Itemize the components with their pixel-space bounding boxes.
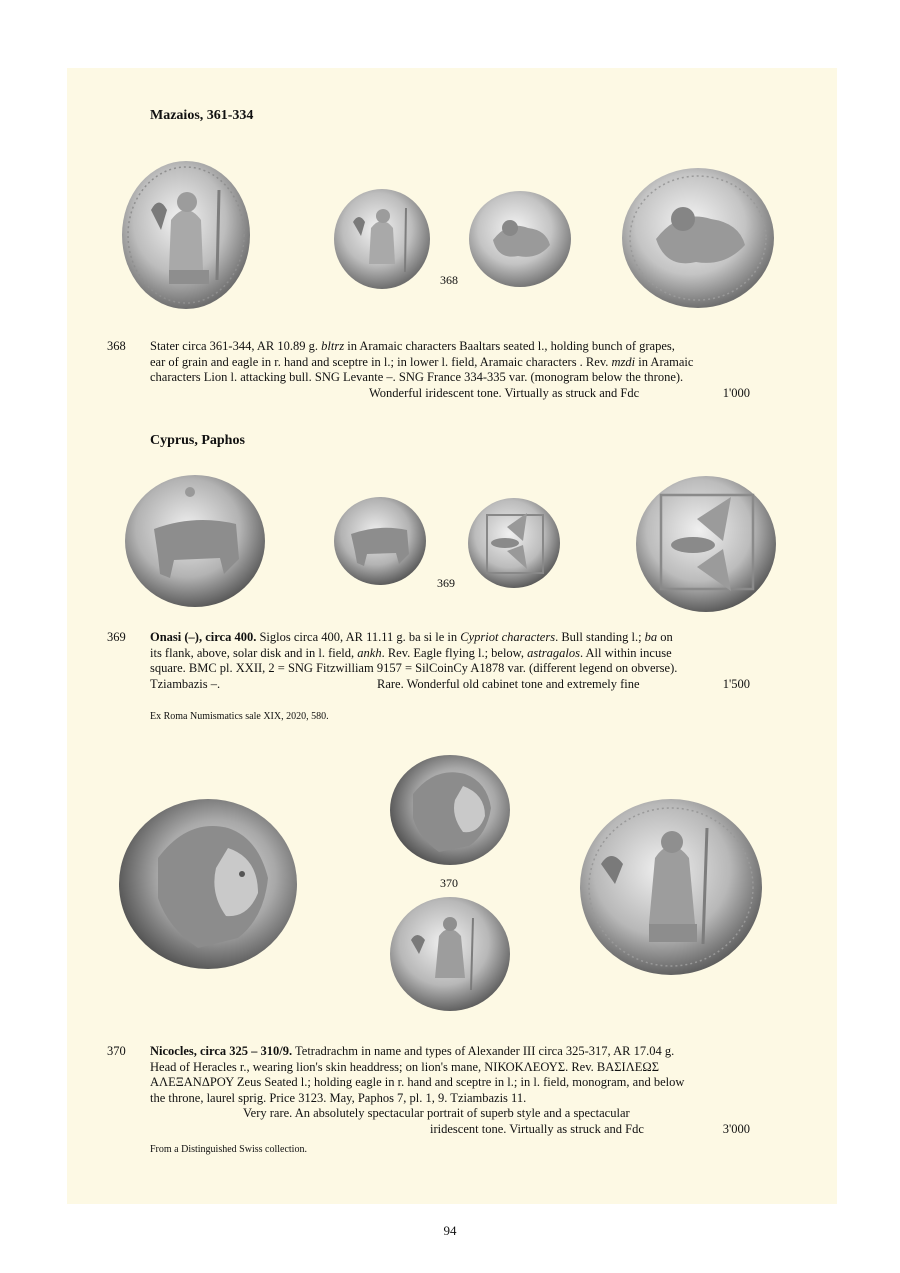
- coin-370-reverse: [389, 896, 511, 1012]
- lot-number: 370: [107, 1044, 126, 1058]
- coin-369-reverse-large: [635, 475, 777, 613]
- coin-369-obverse: [333, 496, 427, 586]
- coin-368-reverse: [468, 190, 572, 288]
- coin-370-reverse-large: [579, 798, 763, 976]
- provenance-370: From a Distinguished Swiss collection.: [150, 1144, 307, 1155]
- section-heading-mazaios: Mazaios, 361-334: [150, 108, 254, 123]
- plate-number-368: 368: [440, 273, 458, 287]
- lot-description-369: Onasi (–), circa 400. Siglos circa 400, AR 11.11 g. ba si le in Cypriot characters. Bull standing l.; ba on its flank, above, solar disk and in l. field, ankh. Rev. Eagle flying l.; below, astragalos. All within incuse square. BMC pl. XXII, 2 = SNG Fitzwilliam 9157 = SilCoinCy A1878 var. (different legend on obverse). Tziambazis –.: [150, 630, 678, 691]
- lot-number: 369: [107, 630, 126, 644]
- coin-370-obverse: [389, 754, 511, 866]
- page-number: 94: [443, 1223, 457, 1238]
- coin-370-obverse-large: [118, 798, 298, 970]
- coin-369-obverse-large: [124, 474, 266, 608]
- lot-grade-370-line1: Very rare. An absolutely spectacular portrait of superb style and a spectacular: [243, 1106, 630, 1120]
- lot-grade-368: Wonderful iridescent tone. Virtually as struck and Fdc: [369, 386, 640, 400]
- lot-grade-369: Rare. Wonderful old cabinet tone and extremely fine: [377, 677, 640, 691]
- coin-368-reverse-large: [621, 167, 775, 309]
- lot-number: 368: [107, 339, 126, 353]
- lot-price-369: 1'500: [722, 677, 750, 691]
- plate-number-370: 370: [440, 876, 458, 890]
- lot-description-370: Nicocles, circa 325 – 310/9. Tetradrachm in name and types of Alexander III circa 325-317, AR 17.04 g. Head of Heracles r., wearing lion's skin headdress; on lion's mane, ΝΙΚΟΚΛΕΟΥΣ. Rev. ΒΑΣΙΛΕΩΣ ΑΛΕΞΑΝΔΡΟΥ Zeus Seated l.; holding eagle in r. hand and sceptre in l.; in l. field, monogram, and below the throne, laurel sprig. Price 3123. May, Paphos 7, pl. 1, 9. Tziambazis 11.: [150, 1044, 685, 1105]
- coin-368-obverse-large: [121, 160, 251, 310]
- plate-number-369: 369: [437, 576, 455, 590]
- coin-369-reverse: [467, 497, 561, 589]
- lot-price-368: 1'000: [722, 386, 750, 400]
- lot-grade-370-line2: iridescent tone. Virtually as struck and Fdc: [430, 1122, 644, 1136]
- coin-368-obverse: [333, 188, 431, 290]
- provenance-369: Ex Roma Numismatics sale XIX, 2020, 580.: [150, 711, 329, 722]
- section-heading-paphos: Cyprus, Paphos: [150, 433, 245, 448]
- lot-price-370: 3'000: [722, 1122, 750, 1136]
- lot-description-368: Stater circa 361-344, AR 10.89 g. bltrz in Aramaic characters Baaltars seated l., holding bunch of grapes, ear of grain and eagle in r. hand and sceptre in l.; in lower l. field, Aramaic characters . Rev. mzdi in Aramaic characters Lion l. attacking bull. SNG Levante –. SNG France 334-335 var. (monogram below the throne).: [150, 339, 694, 384]
